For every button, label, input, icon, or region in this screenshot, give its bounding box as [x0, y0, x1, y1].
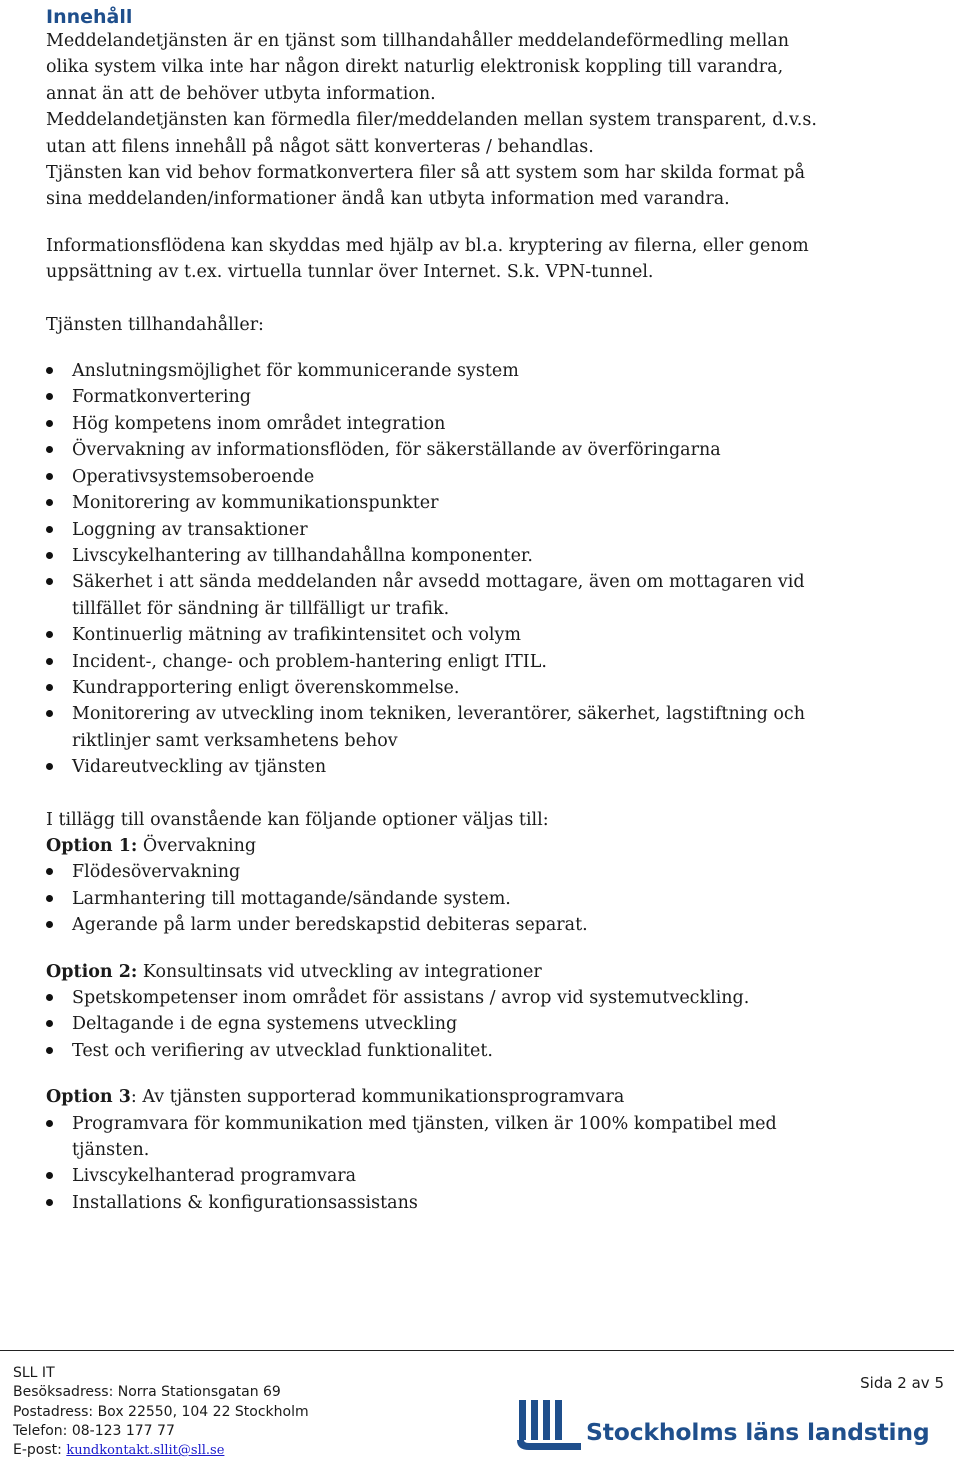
list-item — [46, 1011, 926, 1037]
footer-org: SLL IT — [13, 1365, 55, 1381]
list-item-text: Kundrapportering enligt överenskommelse. — [72, 677, 460, 698]
security-paragraph — [46, 233, 926, 286]
bullet-icon — [46, 684, 53, 691]
footer-postal-address: Postadress: Box 22550, 104 22 Stockholm — [13, 1403, 309, 1420]
list-item-text: Loggning av transaktioner — [72, 519, 308, 540]
list-item-text: Livscykelhantering av tillhandahållna komponenter. — [72, 545, 533, 566]
bullet-icon — [46, 552, 53, 559]
bullet-icon — [46, 367, 53, 374]
list-item-text: Deltagande i de egna systemens utveckling — [72, 1014, 458, 1035]
bullet-icon — [46, 895, 53, 902]
intro-line: Meddelandetjänsten kan förmedla filer/meddelanden mellan system transparent, d.v.s. — [46, 110, 817, 131]
bullet-icon — [46, 473, 53, 480]
list-item-text: Formatkonvertering — [72, 387, 251, 408]
option2-title — [46, 959, 926, 985]
list-item-text: Anslutningsmöjlighet för kommunicerande system — [72, 361, 519, 382]
intro-line: utan att filens innehåll på något sätt konverteras / behandlas. — [46, 136, 594, 157]
list-item — [46, 517, 926, 543]
list-item-text: Kontinuerlig mätning av trafikintensitet och volym — [72, 625, 521, 646]
list-item-text: tillfället för sändning är tillfälligt ur trafik. — [72, 598, 450, 619]
list-item-text: Säkerhet i att sända meddelanden når avsedd mottagare, även om mottagaren vid — [72, 572, 805, 593]
option2-list — [46, 985, 926, 1064]
footer-email-row — [13, 1441, 309, 1460]
list-item-text: Vidareutveckling av tjänsten — [72, 757, 327, 778]
list-item-text: Monitorering av kommunikationspunkter — [72, 493, 439, 514]
bullet-icon — [46, 420, 53, 427]
bullet-icon — [46, 1020, 53, 1027]
list-item-text: Larmhantering till mottagande/sändande system. — [72, 888, 511, 909]
footer-phone: Telefon: 08-123 177 77 — [13, 1422, 175, 1439]
list-item-text: Operativsystemsoberoende — [72, 466, 315, 487]
sll-logo — [515, 1396, 947, 1452]
list-item-text: Monitorering av utveckling inom tekniken, leverantörer, säkerhet, lagstiftning och — [72, 704, 805, 725]
option1-title — [46, 833, 926, 859]
bullet-icon — [46, 499, 53, 506]
bullet-icon — [46, 710, 53, 717]
sll-logo-text: Stockholms läns landsting — [586, 1418, 930, 1446]
list-item-text: tjänsten. — [72, 1140, 150, 1161]
sll-logo-icon — [515, 1396, 585, 1452]
section-heading: Innehåll — [46, 6, 133, 28]
list-item — [46, 1163, 926, 1189]
bullet-icon — [46, 1172, 53, 1179]
footer-email-link[interactable]: kundkontakt.sllit@sll.se — [66, 1443, 225, 1459]
list-item-text: Programvara för kommunikation med tjänsten, vilken är 100% kompatibel med — [72, 1113, 777, 1134]
list-item — [46, 649, 926, 675]
list-item — [46, 859, 926, 885]
intro-line: annat än att de behöver utbyta information. — [46, 83, 436, 104]
list-item — [46, 675, 926, 701]
list-item-text: Övervakning av informationsflöden, för säkerställande av överföringarna — [72, 440, 721, 461]
option3-name: : Av tjänsten supporterad kommunikationsprogramvara — [130, 1087, 625, 1108]
list-item — [46, 437, 926, 463]
option1-name: Övervakning — [137, 835, 257, 856]
intro-paragraph — [46, 28, 926, 213]
list-item — [46, 1111, 926, 1164]
list-item — [46, 622, 926, 648]
list-item-text: Agerande på larm under beredskapstid debiteras separat. — [72, 915, 588, 936]
intro-line: Tjänsten kan vid behov formatkonvertera filer så att system som har skilda format på — [46, 163, 806, 184]
bullet-icon — [46, 921, 53, 928]
security-line: uppsättning av t.ex. virtuella tunnlar över Internet. S.k. VPN-tunnel. — [46, 262, 654, 283]
footer-visit-address: Besöksadress: Norra Stationsgatan 69 — [13, 1384, 281, 1401]
bullet-icon — [46, 393, 53, 400]
list-item-text: Installations & konfigurationsassistans — [72, 1192, 418, 1213]
intro-line: sina meddelanden/informationer ändå kan utbyta information med varandra. — [46, 189, 730, 210]
list-item — [46, 358, 926, 384]
list-item-text: Test och verifiering av utvecklad funktionalitet. — [72, 1040, 493, 1061]
option3-label: Option 3 — [46, 1087, 131, 1108]
intro-line: Meddelandetjänsten är en tjänst som tillhandahåller meddelandeförmedling mellan — [46, 31, 790, 51]
option3-list — [46, 1111, 926, 1217]
list-item-text: Incident-, change- och problem-hantering enligt ITIL. — [72, 651, 547, 672]
bullet-icon — [46, 868, 53, 875]
document-body — [46, 0, 926, 1216]
list-item — [46, 701, 926, 754]
option2-label: Option 2: — [46, 961, 138, 982]
provides-title: Tjänsten tillhandahåller: — [46, 314, 264, 335]
option2-name: Konsultinsats vid utveckling av integrationer — [137, 961, 542, 982]
list-item-text: Flödesövervakning — [72, 862, 241, 883]
options-intro: I tillägg till ovanstående kan följande optioner väljas till: — [46, 809, 549, 830]
bullet-icon — [46, 994, 53, 1001]
option1-list — [46, 859, 926, 938]
list-item — [46, 411, 926, 437]
list-item — [46, 569, 926, 622]
list-item — [46, 754, 926, 780]
list-item — [46, 886, 926, 912]
list-item-text: Spetskompetenser inom området för assistans / avrop vid systemutveckling. — [72, 988, 750, 1008]
bullet-icon — [46, 763, 53, 770]
provides-list — [46, 358, 926, 781]
list-item — [46, 1038, 926, 1064]
list-item-text: riktlinjer samt verksamhetens behov — [72, 730, 398, 751]
bullet-icon — [46, 658, 53, 665]
option1-label: Option 1: — [46, 835, 138, 856]
option3-title — [46, 1084, 926, 1110]
footer-contact — [13, 1364, 309, 1460]
footer-divider — [0, 1350, 954, 1351]
bullet-icon — [46, 526, 53, 533]
list-item — [46, 985, 926, 1011]
bullet-icon — [46, 446, 53, 453]
list-item — [46, 490, 926, 516]
security-line: Informationsflödena kan skyddas med hjälp av bl.a. kryptering av filerna, eller genom — [46, 235, 809, 256]
bullet-icon — [46, 1199, 53, 1206]
bullet-icon — [46, 1120, 53, 1127]
bullet-icon — [46, 631, 53, 638]
intro-line: olika system vilka inte har någon direkt naturlig elektronisk koppling till varandra, — [46, 57, 784, 78]
list-item — [46, 1190, 926, 1216]
list-item-text: Livscykelhanterad programvara — [72, 1166, 357, 1187]
list-item — [46, 543, 926, 569]
list-item — [46, 464, 926, 490]
bullet-icon — [46, 1047, 53, 1054]
page-number: Sida 2 av 5 — [860, 1374, 944, 1392]
list-item — [46, 384, 926, 410]
bullet-icon — [46, 578, 53, 585]
list-item — [46, 912, 926, 938]
footer-email-label: E-post: — [13, 1442, 67, 1459]
list-item-text: Hög kompetens inom området integration — [72, 413, 446, 434]
